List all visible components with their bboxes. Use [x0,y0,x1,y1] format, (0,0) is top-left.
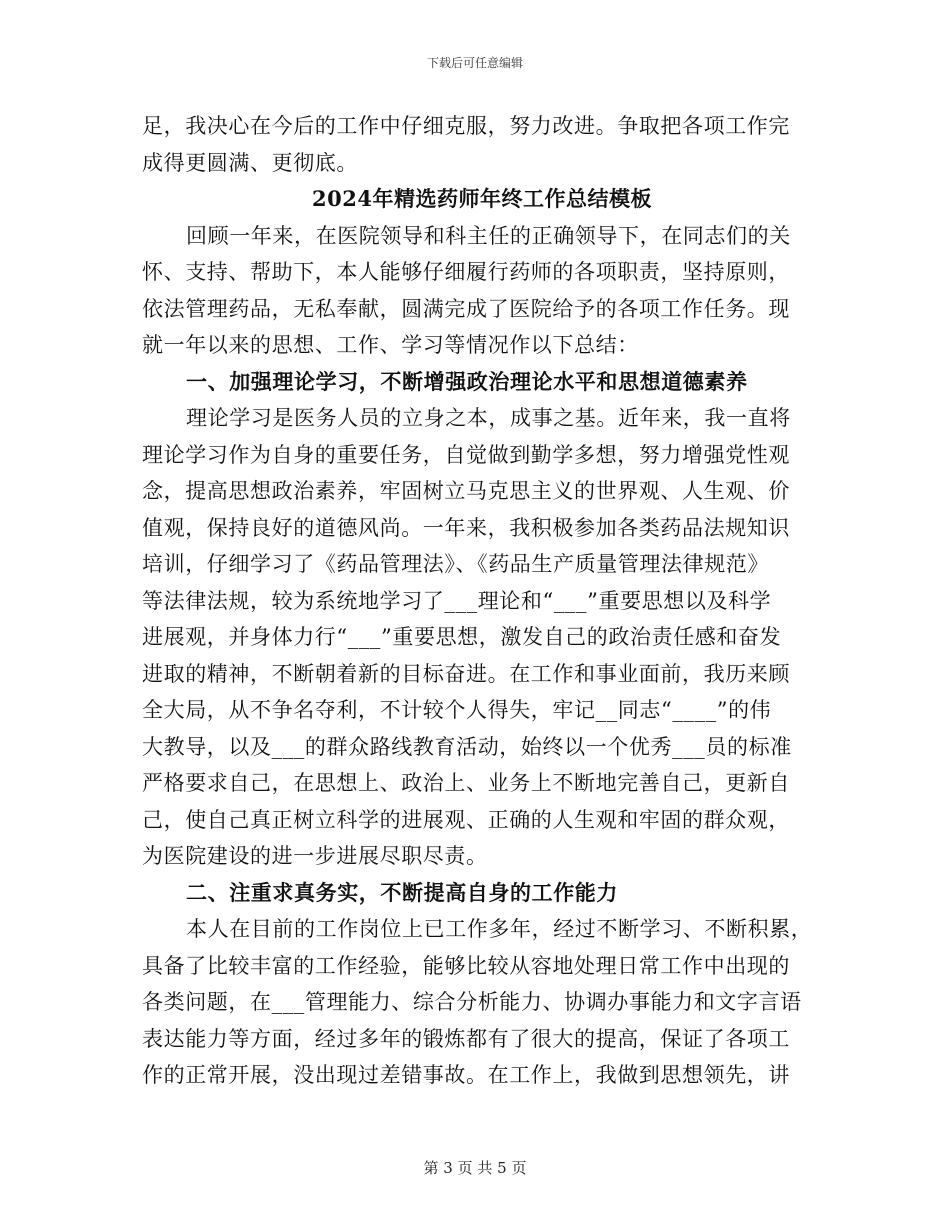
text-line: 值观，保持良好的道德风尚。一年来，我积极参加各类药品法规知识 [142,515,790,540]
text-line: 培训，仔细学习了《药品管理法》、《药品生产质量管理法律规范》 [142,552,769,576]
page-number-footer: 第 3 页 共 5 页 [423,1159,527,1177]
text-line: 己，使自己真正树立科学的进展观、正确的人生观和牢固的群众观， [142,807,790,832]
document-title: 2024年精选药师年终工作总结模板 [312,186,652,211]
paragraph-first-line: 回顾一年来，在医院领导和科主任的正确领导下，在同志们的关 [186,223,791,248]
section-heading-1: 一、加强理论学习，不断增强政治理论水平和思想道德素养 [186,368,748,394]
text-line: 严格要求自己，在思想上、政治上、业务上不断地完善自己，更新自 [142,771,790,795]
text-line: 等法律法规，较为系统地学习了___理论和“___”重要思想以及科学 [142,588,772,613]
page-header: 下载后可任意编辑 [426,56,523,70]
text-line: 进取的精神，不断朝着新的目标奋进。在工作和事业面前，我历来顾 [142,661,790,686]
text-line: 理论学习作为自身的重要任务，自觉做到勤学多想，努力增强党性观 [142,442,790,467]
text-line: 全大局，从不争名夺利，不计较个人得失，牢记__同志“____”的伟 [142,698,772,722]
paragraph-first-line: 理论学习是医务人员的立身之本，成事之基。近年来，我一直将 [186,406,791,430]
section-heading-2: 二、注重求真务实，不断提高自身的工作能力 [186,879,618,905]
text-line: 表达能力等方面，经过多年的锻炼都有了很大的提高，保证了各项工 [142,1026,790,1051]
paragraph-first-line: 本人在目前的工作岗位上已工作多年，经过不断学习、不断积累， [186,917,813,941]
text-line: 作的正常开展，没出现过差错事故。在工作上，我做到思想领先，讲 [142,1063,790,1087]
text-line: 为医院建设的进一步进展尽职尽责。 [142,844,488,868]
text-line: 成得更圆满、更彻底。 [142,150,358,175]
text-line: 足，我决心在今后的工作中仔细克服，努力改进。争取把各项工作完 [142,114,790,138]
text-line: 念，提高思想政治素养，牢固树立马克思主义的世界观、人生观、价 [142,479,790,503]
text-line: 怀、支持、帮助下，本人能够仔细履行药师的各项职责，坚持原则， [142,260,790,284]
text-line: 依法管理药品，无私奉献，圆满完成了医院给予的各项工作任务。现 [142,296,790,321]
document-body [142,108,813,1094]
text-line: 进展观，并身体力行“___”重要思想，激发自己的政治责任感和奋发 [142,625,782,649]
text-line: 各类问题，在___管理能力、综合分析能力、协调办事能力和文字言语 [142,990,802,1014]
text-line: 大教导，以及___的群众路线教育活动，始终以一个优秀___员的标准 [142,734,792,759]
text-line: 具备了比较丰富的工作经验，能够比较从容地处理日常工作中出现的 [142,953,790,978]
text-line: 就一年以来的思想、工作、学习等情况作以下总结： [142,333,639,357]
